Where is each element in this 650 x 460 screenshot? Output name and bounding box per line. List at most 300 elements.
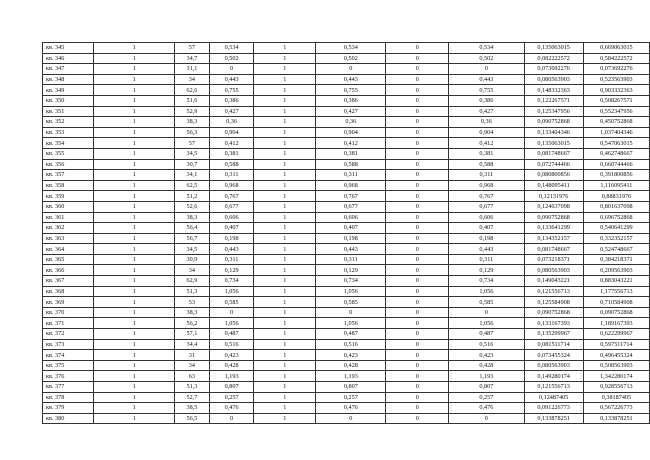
table-row bbox=[43, 265, 650, 276]
value-cell: 0,516 bbox=[449, 339, 524, 350]
table-row bbox=[43, 360, 650, 371]
value-cell: 0,125584908 bbox=[524, 297, 583, 308]
value-cell: 1 bbox=[94, 286, 175, 297]
apartment-cell: кв. 369 bbox=[43, 297, 94, 308]
value-cell: 0,135063015 bbox=[524, 43, 583, 54]
table-row bbox=[43, 286, 650, 297]
value-cell: 0,540641299 bbox=[583, 223, 649, 234]
value-cell: 1 bbox=[254, 138, 316, 149]
value-cell: 1,177556713 bbox=[583, 286, 649, 297]
value-cell: 0,427 bbox=[449, 106, 524, 117]
table-row bbox=[43, 191, 650, 202]
value-cell: 1 bbox=[94, 64, 175, 75]
value-cell: 0,133404346 bbox=[524, 127, 583, 138]
apartment-cell: кв. 352 bbox=[43, 117, 94, 128]
table-row bbox=[43, 148, 650, 159]
value-cell: 1 bbox=[94, 276, 175, 287]
value-cell: 1 bbox=[94, 74, 175, 85]
value-cell: 1 bbox=[94, 265, 175, 276]
value-cell: 30,9 bbox=[175, 254, 210, 265]
value-cell: 0,428 bbox=[209, 360, 254, 371]
value-cell: 0,332352157 bbox=[583, 233, 649, 244]
value-cell: 0 bbox=[449, 413, 524, 424]
value-cell: 1,193 bbox=[449, 371, 524, 382]
table-row bbox=[43, 329, 650, 340]
value-cell: 0,677 bbox=[209, 201, 254, 212]
value-cell: 0,567226773 bbox=[583, 403, 649, 414]
apartment-cell: кв. 349 bbox=[43, 85, 94, 96]
value-cell: 1 bbox=[94, 53, 175, 64]
value-cell: 0,381 bbox=[449, 148, 524, 159]
value-cell: 0,443 bbox=[316, 74, 386, 85]
value-cell: 0,476 bbox=[449, 403, 524, 414]
value-cell: 0,677 bbox=[316, 201, 386, 212]
value-cell: 1 bbox=[94, 339, 175, 350]
value-cell: 1 bbox=[254, 276, 316, 287]
value-cell: 1 bbox=[254, 212, 316, 223]
value-cell: 0 bbox=[316, 64, 386, 75]
value-cell: 0 bbox=[386, 382, 449, 393]
value-cell: 0 bbox=[386, 276, 449, 287]
value-cell: 57 bbox=[175, 138, 210, 149]
apartment-cell: кв. 362 bbox=[43, 223, 94, 234]
value-cell: 1 bbox=[94, 95, 175, 106]
value-cell: 0,903332363 bbox=[583, 85, 649, 96]
value-cell: 0,091226773 bbox=[524, 403, 583, 414]
value-cell: 0,755 bbox=[316, 85, 386, 96]
table-row bbox=[43, 223, 650, 234]
value-cell: 0,36 bbox=[449, 117, 524, 128]
table-row bbox=[43, 318, 650, 329]
value-cell: 1 bbox=[94, 413, 175, 424]
value-cell: 0,073692276 bbox=[583, 64, 649, 75]
value-cell: 1 bbox=[254, 170, 316, 181]
value-cell: 1 bbox=[94, 329, 175, 340]
value-cell: 1 bbox=[254, 43, 316, 54]
value-cell: 1,037404346 bbox=[583, 127, 649, 138]
value-cell: 0,381 bbox=[209, 148, 254, 159]
value-cell: 0,121556713 bbox=[524, 286, 583, 297]
value-cell: 1 bbox=[94, 117, 175, 128]
value-cell: 0,968 bbox=[449, 180, 524, 191]
value-cell: 62,5 bbox=[175, 180, 210, 191]
value-cell: 1 bbox=[94, 106, 175, 117]
value-cell: 53 bbox=[175, 297, 210, 308]
value-cell: 1 bbox=[254, 148, 316, 159]
value-cell: 0 bbox=[386, 371, 449, 382]
apartment-cell: кв. 364 bbox=[43, 244, 94, 255]
value-cell: 0,12487405 bbox=[524, 392, 583, 403]
apartment-cell: кв. 367 bbox=[43, 276, 94, 287]
value-cell: 0,122267571 bbox=[524, 95, 583, 106]
value-cell: 1 bbox=[254, 307, 316, 318]
value-cell: 1,056 bbox=[316, 286, 386, 297]
apartment-cell: кв. 358 bbox=[43, 180, 94, 191]
value-cell: 1 bbox=[254, 392, 316, 403]
value-cell: 0 bbox=[386, 350, 449, 361]
value-cell: 1 bbox=[94, 201, 175, 212]
apartment-cell: кв. 357 bbox=[43, 170, 94, 181]
apartment-cell: кв. 353 bbox=[43, 127, 94, 138]
value-cell: 0,423 bbox=[316, 350, 386, 361]
value-cell: 1 bbox=[254, 318, 316, 329]
value-cell: 0,081748667 bbox=[524, 244, 583, 255]
table-row bbox=[43, 53, 650, 64]
value-cell: 0 bbox=[386, 117, 449, 128]
value-cell: 0,407 bbox=[316, 223, 386, 234]
value-cell: 0,090752868 bbox=[583, 307, 649, 318]
value-cell: 1 bbox=[254, 244, 316, 255]
value-cell: 56,7 bbox=[175, 233, 210, 244]
value-cell: 0,807 bbox=[209, 382, 254, 393]
value-cell: 1 bbox=[94, 233, 175, 244]
value-cell: 1 bbox=[94, 382, 175, 393]
value-cell: 1 bbox=[254, 201, 316, 212]
value-cell: 1 bbox=[254, 64, 316, 75]
value-cell: 0,508563903 bbox=[583, 360, 649, 371]
value-cell: 0,622299967 bbox=[583, 329, 649, 340]
value-cell: 1 bbox=[254, 350, 316, 361]
value-cell: 0,606 bbox=[209, 212, 254, 223]
value-cell: 1 bbox=[254, 297, 316, 308]
value-cell: 1 bbox=[254, 117, 316, 128]
value-cell: 0,677 bbox=[449, 201, 524, 212]
value-cell: 0,073455324 bbox=[524, 350, 583, 361]
value-cell: 0,129 bbox=[449, 265, 524, 276]
value-cell: 34,1 bbox=[175, 170, 210, 181]
value-cell: 0 bbox=[386, 223, 449, 234]
value-cell: 0,476 bbox=[316, 403, 386, 414]
value-cell: 0,487 bbox=[316, 329, 386, 340]
value-cell: 0 bbox=[209, 413, 254, 424]
value-cell: 1 bbox=[254, 106, 316, 117]
value-cell: 0,588 bbox=[209, 159, 254, 170]
value-cell: 1 bbox=[94, 191, 175, 202]
apartment-cell: кв. 355 bbox=[43, 148, 94, 159]
value-cell: 1,056 bbox=[209, 286, 254, 297]
value-cell: 0,090752868 bbox=[524, 117, 583, 128]
value-cell: 62,6 bbox=[175, 85, 210, 96]
apartment-cell: кв. 365 bbox=[43, 254, 94, 265]
value-cell: 0,198 bbox=[209, 233, 254, 244]
value-cell: 0,767 bbox=[209, 191, 254, 202]
value-cell: 0,311 bbox=[449, 254, 524, 265]
value-cell: 0 bbox=[386, 265, 449, 276]
table-row bbox=[43, 138, 650, 149]
value-cell: 0,807 bbox=[316, 382, 386, 393]
value-cell: 1 bbox=[94, 297, 175, 308]
value-cell: 38,3 bbox=[175, 307, 210, 318]
value-cell: 0,585 bbox=[449, 297, 524, 308]
value-cell: 34,5 bbox=[175, 148, 210, 159]
value-cell: 0,080563903 bbox=[524, 360, 583, 371]
table-row bbox=[43, 244, 650, 255]
value-cell: 34,7 bbox=[175, 53, 210, 64]
value-cell: 0 bbox=[386, 64, 449, 75]
table-row bbox=[43, 201, 650, 212]
value-cell: 0,072744466 bbox=[524, 159, 583, 170]
value-cell: 0,428 bbox=[449, 360, 524, 371]
value-cell: 0,523563903 bbox=[583, 74, 649, 85]
value-cell: 31 bbox=[175, 350, 210, 361]
value-cell: 0 bbox=[209, 64, 254, 75]
value-cell: 0,133167393 bbox=[524, 318, 583, 329]
value-cell: 56,4 bbox=[175, 223, 210, 234]
table-row bbox=[43, 95, 650, 106]
value-cell: 0,597511714 bbox=[583, 339, 649, 350]
value-cell: 0,257 bbox=[449, 392, 524, 403]
value-cell: 56,5 bbox=[175, 413, 210, 424]
value-cell: 0,502 bbox=[209, 53, 254, 64]
value-cell: 0,386 bbox=[209, 95, 254, 106]
value-cell: 0,734 bbox=[316, 276, 386, 287]
apartment-cell: кв. 354 bbox=[43, 138, 94, 149]
table-row bbox=[43, 307, 650, 318]
table-row bbox=[43, 43, 650, 54]
value-cell: 0,129 bbox=[316, 265, 386, 276]
table-row bbox=[43, 117, 650, 128]
value-cell: 0 bbox=[386, 254, 449, 265]
value-cell: 0 bbox=[386, 201, 449, 212]
value-cell: 0,080563903 bbox=[524, 265, 583, 276]
value-cell: 0 bbox=[316, 413, 386, 424]
table-row bbox=[43, 212, 650, 223]
value-cell: 0,129 bbox=[209, 265, 254, 276]
value-cell: 1,189167393 bbox=[583, 318, 649, 329]
value-cell: 0,121556713 bbox=[524, 382, 583, 393]
table-row bbox=[43, 339, 650, 350]
value-cell: 0 bbox=[386, 339, 449, 350]
value-cell: 0,412 bbox=[316, 138, 386, 149]
value-cell: 51,3 bbox=[175, 286, 210, 297]
value-cell: 0,133878251 bbox=[524, 413, 583, 424]
apartment-cell: кв. 371 bbox=[43, 318, 94, 329]
value-cell: 0,311 bbox=[209, 170, 254, 181]
value-cell: 0,134352157 bbox=[524, 233, 583, 244]
value-cell: 1 bbox=[254, 371, 316, 382]
value-cell: 0 bbox=[386, 170, 449, 181]
value-cell: 0,36 bbox=[316, 117, 386, 128]
apartment-cell: кв. 370 bbox=[43, 307, 94, 318]
apartment-cell: кв. 375 bbox=[43, 360, 94, 371]
value-cell: 0 bbox=[386, 180, 449, 191]
value-cell: 0 bbox=[386, 138, 449, 149]
value-cell: 0,462748667 bbox=[583, 148, 649, 159]
apartment-cell: кв. 350 bbox=[43, 95, 94, 106]
value-cell: 0,311 bbox=[316, 254, 386, 265]
value-cell: 0,36 bbox=[209, 117, 254, 128]
value-cell: 0,660744466 bbox=[583, 159, 649, 170]
table-row bbox=[43, 371, 650, 382]
table-row bbox=[43, 180, 650, 191]
value-cell: 0,508267571 bbox=[583, 95, 649, 106]
apartment-cell: кв. 347 bbox=[43, 64, 94, 75]
value-cell: 0,311 bbox=[209, 254, 254, 265]
value-cell: 0,149280174 bbox=[524, 371, 583, 382]
value-cell: 0,476 bbox=[209, 403, 254, 414]
value-cell: 1 bbox=[254, 85, 316, 96]
value-cell: 0,090752868 bbox=[524, 307, 583, 318]
table-row bbox=[43, 106, 650, 117]
value-cell: 0,968 bbox=[209, 180, 254, 191]
value-cell: 34 bbox=[175, 360, 210, 371]
apartment-cell: кв. 345 bbox=[43, 43, 94, 54]
table-row bbox=[43, 64, 650, 75]
apartment-cell: кв. 380 bbox=[43, 413, 94, 424]
value-cell: 52,6 bbox=[175, 201, 210, 212]
value-cell: 0,755 bbox=[449, 85, 524, 96]
value-cell: 0,12131976 bbox=[524, 191, 583, 202]
value-cell: 0,883043221 bbox=[583, 276, 649, 287]
apartment-cell: кв. 368 bbox=[43, 286, 94, 297]
apartment-cell: кв. 374 bbox=[43, 350, 94, 361]
value-cell: 57,1 bbox=[175, 329, 210, 340]
value-cell: 0 bbox=[386, 233, 449, 244]
value-cell: 0 bbox=[386, 127, 449, 138]
table-row bbox=[43, 159, 650, 170]
value-cell: 1,342280174 bbox=[583, 371, 649, 382]
value-cell: 0,516 bbox=[209, 339, 254, 350]
value-cell: 0 bbox=[209, 307, 254, 318]
value-cell: 0,502 bbox=[449, 53, 524, 64]
value-cell: 0,516 bbox=[316, 339, 386, 350]
value-cell: 1 bbox=[94, 254, 175, 265]
value-cell: 0,534 bbox=[209, 43, 254, 54]
value-cell: 0,584222572 bbox=[583, 53, 649, 64]
value-cell: 0,443 bbox=[449, 244, 524, 255]
value-cell: 1 bbox=[254, 360, 316, 371]
value-cell: 0,311 bbox=[449, 170, 524, 181]
value-cell: 0,767 bbox=[316, 191, 386, 202]
value-cell: 0,928556713 bbox=[583, 382, 649, 393]
apartment-cell: кв. 346 bbox=[43, 53, 94, 64]
value-cell: 0,443 bbox=[449, 74, 524, 85]
value-cell: 1 bbox=[254, 339, 316, 350]
value-cell: 0,124637098 bbox=[524, 201, 583, 212]
value-cell: 1 bbox=[254, 180, 316, 191]
apartment-cell: кв. 356 bbox=[43, 159, 94, 170]
value-cell: 0,904 bbox=[209, 127, 254, 138]
value-cell: 0,407 bbox=[209, 223, 254, 234]
value-cell: 1 bbox=[254, 95, 316, 106]
value-cell: 0,696752868 bbox=[583, 212, 649, 223]
value-cell: 0,443 bbox=[209, 244, 254, 255]
data-table bbox=[42, 42, 650, 424]
value-cell: 0,552347956 bbox=[583, 106, 649, 117]
value-cell: 0,588 bbox=[449, 159, 524, 170]
value-cell: 0,807 bbox=[449, 382, 524, 393]
value-cell: 1 bbox=[94, 212, 175, 223]
value-cell: 0,606 bbox=[316, 212, 386, 223]
value-cell: 0,081748667 bbox=[524, 148, 583, 159]
value-cell: 1 bbox=[94, 180, 175, 191]
apartment-cell: кв. 378 bbox=[43, 392, 94, 403]
value-cell: 0,135299967 bbox=[524, 329, 583, 340]
value-cell: 0,38187405 bbox=[583, 392, 649, 403]
value-cell: 0 bbox=[386, 212, 449, 223]
value-cell: 0 bbox=[386, 392, 449, 403]
value-cell: 0,904 bbox=[449, 127, 524, 138]
value-cell: 1 bbox=[254, 286, 316, 297]
value-cell: 0 bbox=[386, 307, 449, 318]
value-cell: 0 bbox=[386, 403, 449, 414]
value-cell: 0,487 bbox=[449, 329, 524, 340]
value-cell: 0 bbox=[386, 85, 449, 96]
value-cell: 0 bbox=[386, 106, 449, 117]
value-cell: 52,9 bbox=[175, 106, 210, 117]
value-cell: 0,311 bbox=[316, 170, 386, 181]
table-row bbox=[43, 413, 650, 424]
value-cell: 1 bbox=[254, 329, 316, 340]
apartment-cell: кв. 372 bbox=[43, 329, 94, 340]
value-cell: 0,755 bbox=[209, 85, 254, 96]
value-cell: 0,391800856 bbox=[583, 170, 649, 181]
value-cell: 0 bbox=[449, 307, 524, 318]
value-cell: 0,502 bbox=[316, 53, 386, 64]
value-cell: 0 bbox=[316, 307, 386, 318]
value-cell: 0,381 bbox=[316, 148, 386, 159]
table-row bbox=[43, 254, 650, 265]
value-cell: 1,193 bbox=[209, 371, 254, 382]
value-cell: 0,148095411 bbox=[524, 180, 583, 191]
value-cell: 0 bbox=[386, 95, 449, 106]
apartment-cell: кв. 379 bbox=[43, 403, 94, 414]
value-cell: 0,534 bbox=[316, 43, 386, 54]
value-cell: 0 bbox=[386, 318, 449, 329]
table-body bbox=[43, 43, 650, 424]
value-cell: 1 bbox=[94, 392, 175, 403]
value-cell: 0,801637098 bbox=[583, 201, 649, 212]
table-row bbox=[43, 403, 650, 414]
value-cell: 1 bbox=[94, 127, 175, 138]
apartment-cell: кв. 351 bbox=[43, 106, 94, 117]
table-row bbox=[43, 127, 650, 138]
value-cell: 1 bbox=[94, 350, 175, 361]
value-cell: 0 bbox=[386, 413, 449, 424]
value-cell: 0,968 bbox=[316, 180, 386, 191]
apartment-cell: кв. 359 bbox=[43, 191, 94, 202]
value-cell: 0,080563903 bbox=[524, 74, 583, 85]
apartment-cell: кв. 360 bbox=[43, 201, 94, 212]
value-cell: 0,547063015 bbox=[583, 138, 649, 149]
value-cell: 0,427 bbox=[316, 106, 386, 117]
value-cell: 51,3 bbox=[175, 382, 210, 393]
value-cell: 1 bbox=[254, 382, 316, 393]
value-cell: 0 bbox=[386, 329, 449, 340]
table-row bbox=[43, 297, 650, 308]
value-cell: 0 bbox=[386, 286, 449, 297]
value-cell: 0,135063015 bbox=[524, 138, 583, 149]
value-cell: 51,6 bbox=[175, 95, 210, 106]
value-cell: 1,056 bbox=[449, 318, 524, 329]
value-cell: 0 bbox=[386, 244, 449, 255]
value-cell: 0,443 bbox=[209, 74, 254, 85]
value-cell: 0,386 bbox=[449, 95, 524, 106]
value-cell: 63 bbox=[175, 371, 210, 382]
value-cell: 0,412 bbox=[449, 138, 524, 149]
value-cell: 0,423 bbox=[449, 350, 524, 361]
value-cell: 0,407 bbox=[449, 223, 524, 234]
value-cell: 1 bbox=[254, 265, 316, 276]
table-row bbox=[43, 276, 650, 287]
value-cell: 1 bbox=[254, 53, 316, 64]
table-row bbox=[43, 233, 650, 244]
value-cell: 1 bbox=[94, 223, 175, 234]
value-cell: 1 bbox=[94, 371, 175, 382]
value-cell: 31,1 bbox=[175, 64, 210, 75]
value-cell: 1 bbox=[94, 159, 175, 170]
value-cell: 1 bbox=[254, 159, 316, 170]
